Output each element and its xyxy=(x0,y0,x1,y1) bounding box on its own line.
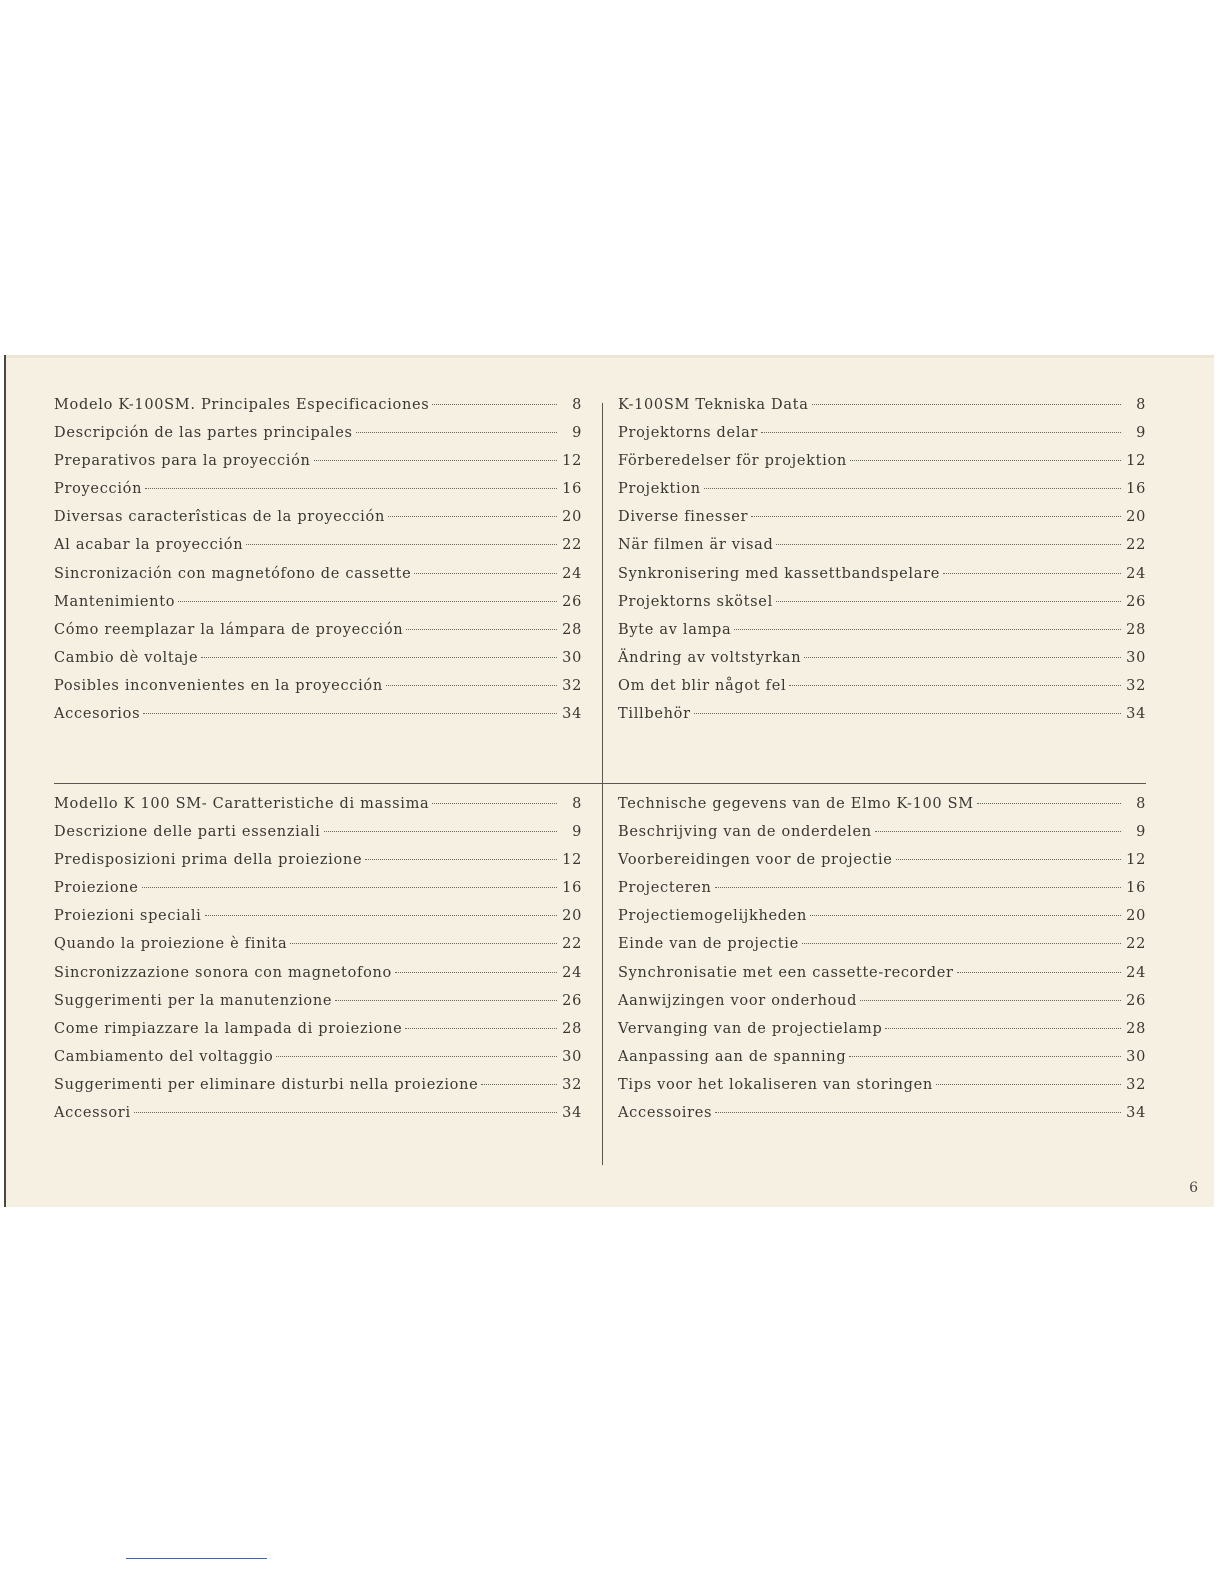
toc-entry-title: Aanpassing aan de spanning xyxy=(618,1048,847,1065)
toc-entry xyxy=(54,397,582,425)
page-number: 6 xyxy=(1189,1180,1198,1196)
toc-entry-title: Accessori xyxy=(54,1105,131,1122)
toc-entry-title: Byte av lampa xyxy=(618,621,732,638)
dot-leader xyxy=(405,1028,557,1029)
toc-entry xyxy=(618,1105,1146,1133)
toc-entry-title: Projektion xyxy=(618,481,701,498)
toc-entry-title: Posibles inconvenientes en la proyección xyxy=(54,677,383,694)
toc-entry xyxy=(618,1021,1146,1049)
dot-leader xyxy=(335,1000,557,1001)
toc-entry-title: Cambiamento del voltaggio xyxy=(54,1048,274,1065)
toc-entry xyxy=(618,796,1146,824)
dot-leader xyxy=(810,915,1121,916)
toc-entry-title: Vervanging van de projectielamp xyxy=(618,1020,883,1037)
toc-entry xyxy=(54,796,582,824)
toc-entry-title: Come rimpiazzare la lampada di proiezione xyxy=(54,1020,403,1037)
toc-entry-page: 26 xyxy=(1126,593,1146,610)
toc-entry-page: 24 xyxy=(1126,964,1146,981)
toc-entry-page: 28 xyxy=(1126,621,1146,638)
toc-entry-page: 34 xyxy=(1126,1105,1146,1122)
toc-entry xyxy=(54,566,582,594)
dot-leader xyxy=(896,859,1121,860)
toc-entry xyxy=(54,1021,582,1049)
toc-entry-title: Cómo reemplazar la lámpara de proyección xyxy=(54,621,404,638)
dot-leader xyxy=(704,488,1121,489)
toc-entry-title: Proiezioni speciali xyxy=(54,908,202,925)
toc-entry xyxy=(618,908,1146,936)
toc-entry-title: Ändring av voltstyrkan xyxy=(618,649,802,666)
toc-entry-page: 24 xyxy=(562,565,582,582)
dot-leader xyxy=(145,488,557,489)
dot-leader xyxy=(432,803,557,804)
toc-entry xyxy=(618,397,1146,425)
toc-entry-title: När filmen är visad xyxy=(618,537,774,554)
toc-entry-page: 9 xyxy=(572,425,582,442)
toc-entry-title: Einde van de projectie xyxy=(618,936,799,953)
toc-entry-page: 28 xyxy=(562,621,582,638)
toc-entry-page: 34 xyxy=(562,706,582,723)
toc-entry xyxy=(54,965,582,993)
dot-leader xyxy=(789,685,1121,686)
toc-entry xyxy=(54,509,582,537)
toc-entry-title: Diversas caracterîsticas de la proyección xyxy=(54,509,385,526)
toc-entry xyxy=(54,824,582,852)
toc-entry-title: Förberedelser för projektion xyxy=(618,453,847,470)
dot-leader xyxy=(201,657,557,658)
row-divider xyxy=(54,783,1146,784)
toc-entry-page: 30 xyxy=(1126,649,1146,666)
toc-entry xyxy=(54,622,582,650)
dot-leader xyxy=(804,657,1121,658)
toc-entry-title: Preparativos para la proyección xyxy=(54,453,311,470)
toc-entry xyxy=(618,706,1146,734)
dot-leader xyxy=(977,803,1121,804)
dot-leader xyxy=(143,713,557,714)
dot-leader xyxy=(694,713,1121,714)
toc-italian xyxy=(54,796,582,1133)
dot-leader xyxy=(314,460,557,461)
toc-entry xyxy=(618,425,1146,453)
toc-entry-title: Diverse finesser xyxy=(618,509,749,526)
dot-leader xyxy=(205,915,557,916)
dot-leader xyxy=(943,573,1121,574)
toc-entry-page: 8 xyxy=(1136,397,1146,413)
toc-entry xyxy=(54,852,582,880)
toc-entry-title: Cambio dè voltaje xyxy=(54,649,199,666)
toc-entry xyxy=(54,1077,582,1105)
toc-entry xyxy=(618,880,1146,908)
toc-entry xyxy=(618,993,1146,1021)
toc-entry xyxy=(54,537,582,565)
toc-entry xyxy=(54,936,582,964)
toc-entry-title: Proyección xyxy=(54,481,143,498)
dot-leader xyxy=(715,887,1121,888)
dot-leader xyxy=(406,629,557,630)
footer-rule xyxy=(126,1558,267,1559)
dot-leader xyxy=(324,831,557,832)
toc-entry-page: 34 xyxy=(562,1105,582,1122)
dot-leader xyxy=(290,943,557,944)
toc-entry-page: 9 xyxy=(1136,425,1146,442)
toc-entry-title: Projektorns delar xyxy=(618,425,759,442)
toc-entry-page: 8 xyxy=(572,397,582,413)
toc-entry-page: 26 xyxy=(562,992,582,1009)
toc-entry xyxy=(618,650,1146,678)
dot-leader xyxy=(386,685,557,686)
dot-leader xyxy=(802,943,1121,944)
toc-entry-page: 12 xyxy=(562,852,582,869)
toc-entry-page: 30 xyxy=(1126,1048,1146,1065)
toc-entry-page: 20 xyxy=(1126,908,1146,925)
toc-entry-title: Voorbereidingen voor de projectie xyxy=(618,852,893,869)
toc-entry-title: K-100SM Tekniska Data xyxy=(618,397,809,413)
toc-entry-title: Accessoires xyxy=(618,1105,713,1122)
toc-entry-page: 16 xyxy=(1126,880,1146,897)
toc-entry-title: Predisposizioni prima della proiezione xyxy=(54,852,363,869)
dot-leader xyxy=(715,1112,1121,1113)
toc-entry xyxy=(54,1105,582,1133)
toc-entry-page: 34 xyxy=(1126,706,1146,723)
toc-entry-page: 16 xyxy=(562,880,582,897)
toc-entry-page: 12 xyxy=(1126,453,1146,470)
toc-entry-page: 22 xyxy=(1126,537,1146,554)
toc-spanish xyxy=(54,397,582,734)
toc-entry-page: 16 xyxy=(562,481,582,498)
toc-entry-title: Technische gegevens van de Elmo K-100 SM xyxy=(618,796,974,812)
toc-entry-page: 22 xyxy=(562,936,582,953)
toc-entry xyxy=(54,453,582,481)
toc-entry xyxy=(618,566,1146,594)
toc-entry-title: Modelo K-100SM. Principales Especificaciones xyxy=(54,397,430,413)
toc-entry-title: Sincronización con magnetófono de cassette xyxy=(54,565,412,582)
toc-entry xyxy=(618,678,1146,706)
dot-leader xyxy=(761,432,1121,433)
toc-entry xyxy=(618,622,1146,650)
dot-leader xyxy=(812,404,1121,405)
dot-leader xyxy=(936,1084,1121,1085)
toc-entry-page: 22 xyxy=(562,537,582,554)
toc-entry-page: 24 xyxy=(562,964,582,981)
toc-entry xyxy=(618,824,1146,852)
toc-entry xyxy=(54,425,582,453)
toc-entry-title: Suggerimenti per la manutenzione xyxy=(54,992,333,1009)
dot-leader xyxy=(860,1000,1121,1001)
dot-leader xyxy=(395,972,557,973)
toc-entry-title: Al acabar la proyección xyxy=(54,537,244,554)
toc-entry-title: Om det blir något fel xyxy=(618,677,787,694)
dot-leader xyxy=(388,516,557,517)
dot-leader xyxy=(142,887,557,888)
toc-entry xyxy=(618,509,1146,537)
toc-entry-title: Tillbehör xyxy=(618,706,691,723)
toc-entry-title: Projektorns skötsel xyxy=(618,593,773,610)
toc-entry xyxy=(54,908,582,936)
manual-page xyxy=(4,355,1214,1207)
toc-entry-page: 20 xyxy=(562,509,582,526)
column-divider xyxy=(602,403,603,1165)
dot-leader xyxy=(246,544,557,545)
toc-entry-title: Sincronizzazione sonora con magnetofono xyxy=(54,964,392,981)
dot-leader xyxy=(734,629,1121,630)
toc-entry xyxy=(54,880,582,908)
toc-entry-page: 26 xyxy=(562,593,582,610)
dot-leader xyxy=(776,601,1121,602)
toc-entry-title: Projectiemogelijkheden xyxy=(618,908,808,925)
toc-entry xyxy=(618,936,1146,964)
toc-entry xyxy=(54,993,582,1021)
dot-leader xyxy=(178,601,557,602)
toc-entry-title: Aanwijzingen voor onderhoud xyxy=(618,992,858,1009)
toc-entry-page: 32 xyxy=(1126,1076,1146,1093)
toc-entry-page: 30 xyxy=(562,649,582,666)
toc-entry-page: 30 xyxy=(562,1048,582,1065)
toc-entry xyxy=(618,1077,1146,1105)
toc-entry-title: Synchronisatie met een cassette-recorder xyxy=(618,964,954,981)
toc-entry-title: Synkronisering med kassettbandspelare xyxy=(618,565,941,582)
toc-entry-title: Modello K 100 SM- Caratteristiche di massima xyxy=(54,796,430,812)
toc-entry-page: 8 xyxy=(1136,796,1146,812)
dot-leader xyxy=(356,432,557,433)
toc-entry xyxy=(54,650,582,678)
toc-entry-title: Proiezione xyxy=(54,880,139,897)
toc-entry xyxy=(54,594,582,622)
toc-entry-page: 8 xyxy=(572,796,582,812)
toc-dutch xyxy=(618,796,1146,1133)
toc-entry-page: 16 xyxy=(1126,481,1146,498)
toc-entry xyxy=(618,965,1146,993)
toc-entry-page: 28 xyxy=(562,1020,582,1037)
toc-entry xyxy=(54,678,582,706)
toc-entry-page: 24 xyxy=(1126,565,1146,582)
dot-leader xyxy=(134,1112,557,1113)
toc-entry-title: Suggerimenti per eliminare disturbi nella proiezione xyxy=(54,1076,479,1093)
toc-entry-page: 9 xyxy=(1136,824,1146,841)
toc-entry-title: Descripción de las partes principales xyxy=(54,425,353,442)
toc-entry-page: 32 xyxy=(1126,677,1146,694)
dot-leader xyxy=(432,404,557,405)
toc-entry-title: Tips voor het lokaliseren van storingen xyxy=(618,1076,933,1093)
dot-leader xyxy=(849,1056,1121,1057)
toc-entry-page: 20 xyxy=(1126,509,1146,526)
toc-entry-page: 12 xyxy=(562,453,582,470)
toc-entry-page: 22 xyxy=(1126,936,1146,953)
toc-entry-page: 26 xyxy=(1126,992,1146,1009)
toc-entry-title: Beschrijving van de onderdelen xyxy=(618,824,872,841)
toc-entry-page: 12 xyxy=(1126,852,1146,869)
toc-entry xyxy=(618,594,1146,622)
toc-entry-title: Quando la proiezione è finita xyxy=(54,936,288,953)
toc-entry-page: 9 xyxy=(572,824,582,841)
toc-entry-title: Accesorios xyxy=(54,706,141,723)
toc-entry xyxy=(54,1049,582,1077)
dot-leader xyxy=(776,544,1121,545)
toc-entry xyxy=(618,537,1146,565)
toc-swedish xyxy=(618,397,1146,734)
toc-entry xyxy=(618,852,1146,880)
dot-leader xyxy=(885,1028,1121,1029)
dot-leader xyxy=(751,516,1121,517)
dot-leader xyxy=(875,831,1121,832)
toc-entry-title: Projecteren xyxy=(618,880,712,897)
toc-entry xyxy=(618,1049,1146,1077)
dot-leader xyxy=(957,972,1121,973)
toc-entry-title: Descrizione delle parti essenziali xyxy=(54,824,321,841)
toc-entry xyxy=(618,453,1146,481)
dot-leader xyxy=(850,460,1121,461)
toc-entry-page: 20 xyxy=(562,908,582,925)
dot-leader xyxy=(414,573,557,574)
toc-entry-page: 32 xyxy=(562,677,582,694)
toc-entry-page: 28 xyxy=(1126,1020,1146,1037)
dot-leader xyxy=(481,1084,557,1085)
toc-entry-page: 32 xyxy=(562,1076,582,1093)
toc-entry-title: Mantenimiento xyxy=(54,593,176,610)
toc-entry xyxy=(54,706,582,734)
toc-entry xyxy=(618,481,1146,509)
dot-leader xyxy=(365,859,557,860)
toc-entry xyxy=(54,481,582,509)
dot-leader xyxy=(276,1056,557,1057)
